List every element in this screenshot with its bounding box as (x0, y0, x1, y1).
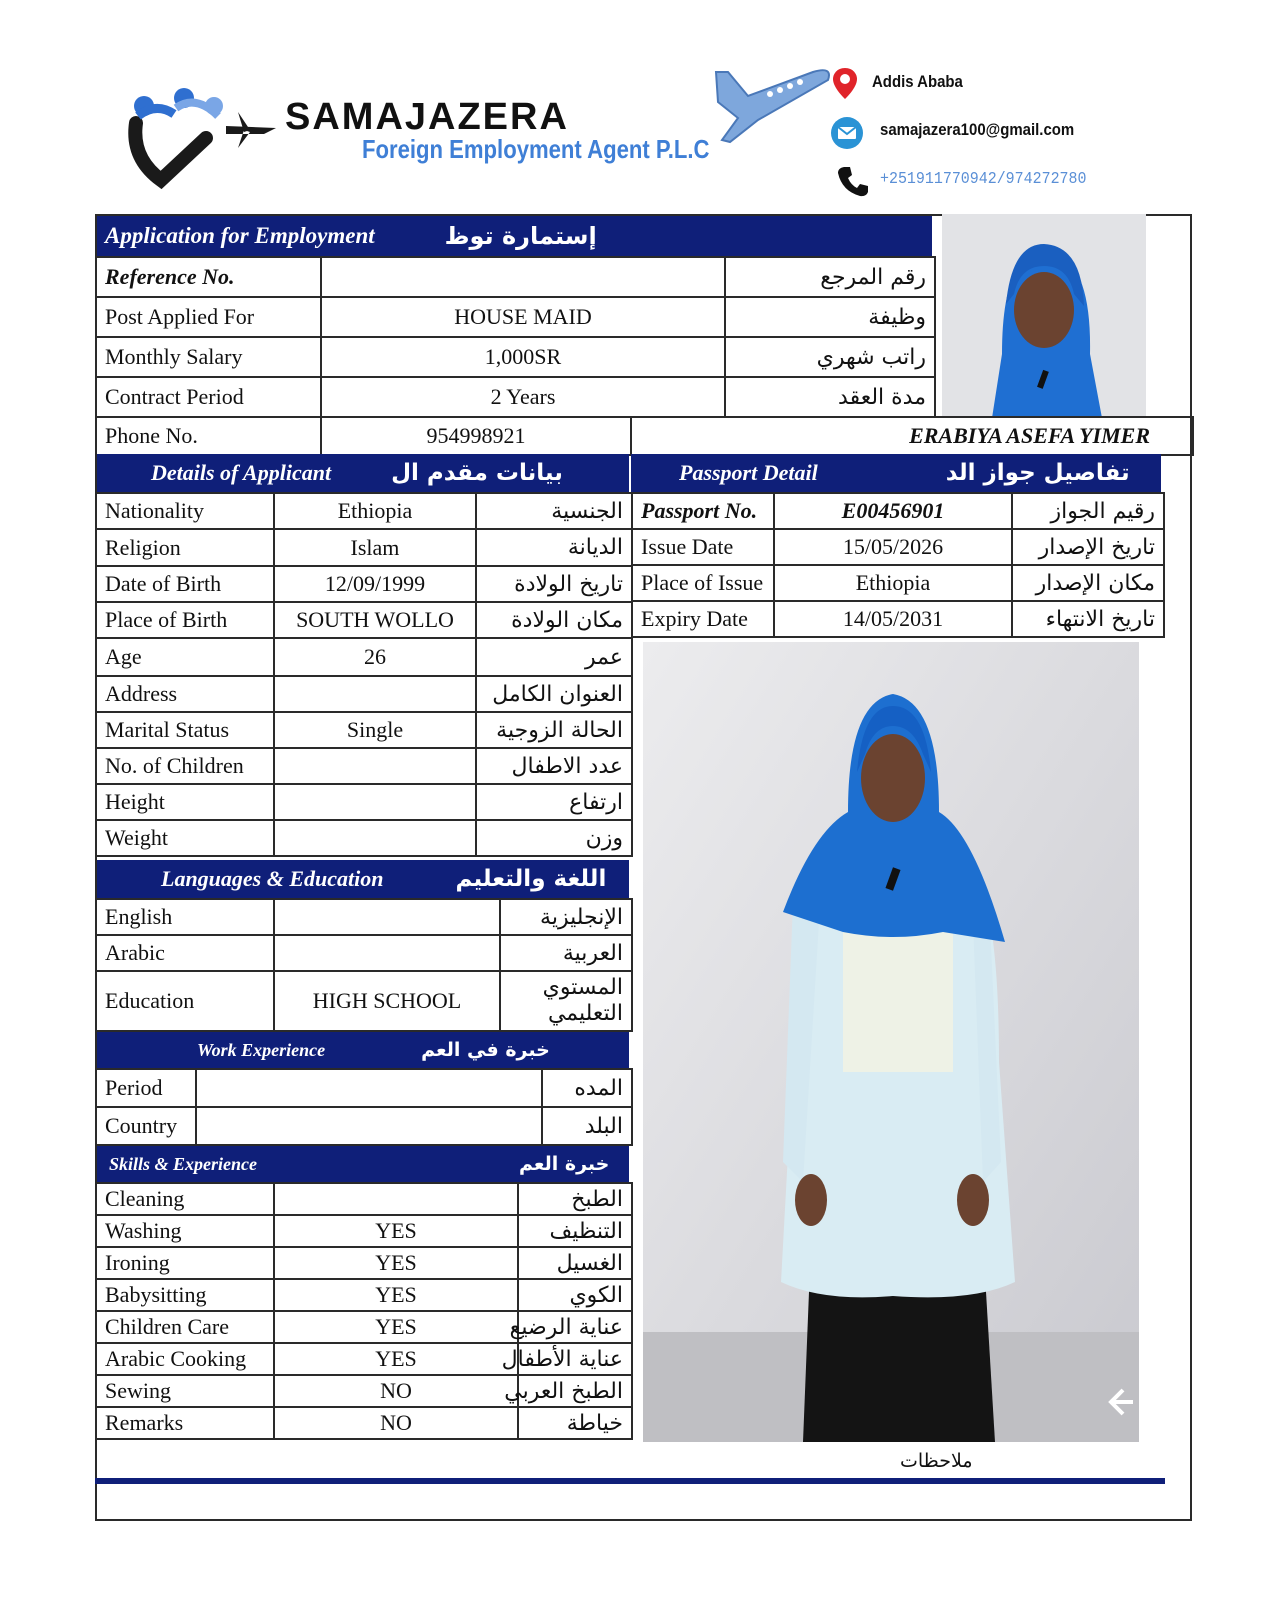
details-label: Religion (96, 529, 274, 566)
details-label: Nationality (96, 493, 274, 529)
contract-value: 2 Years (321, 377, 725, 417)
table-row (96, 748, 632, 784)
table-row (632, 529, 1164, 565)
table-row (96, 1343, 632, 1375)
phone-table (95, 416, 1194, 456)
table-row (96, 337, 935, 377)
table-row (96, 566, 632, 602)
english-label-ar: الإنجليزية (500, 899, 632, 935)
skills-title-ar: خبرة العم (519, 1153, 610, 1175)
passport-title-ar: تفاصيل جواز الد (945, 460, 1130, 486)
applicant-name: ERABIYA ASEFA YIMER (631, 417, 1193, 455)
skills-label: Children Care (96, 1311, 274, 1343)
issue-date-value: 15/05/2026 (774, 529, 1012, 565)
details-value: 12/09/1999 (274, 566, 476, 602)
details-label: No. of Children (96, 748, 274, 784)
details-label: Address (96, 676, 274, 712)
skills-label: Sewing (96, 1375, 274, 1407)
details-label: Height (96, 784, 274, 820)
table-row (96, 377, 935, 417)
details-ar: العنوان الكامل (476, 676, 632, 712)
skills-label: Babysitting (96, 1279, 274, 1311)
table-row (96, 1215, 632, 1247)
table-row (96, 257, 935, 297)
details-ar: عدد الاطفال (476, 748, 632, 784)
passport-no-label-ar: رقيم الجواز (1012, 493, 1164, 529)
company-phone: +251911770942/974272780 (880, 170, 1087, 189)
skills-label: Remarks (96, 1407, 274, 1439)
period-label: Period (96, 1069, 196, 1107)
company-logo (126, 88, 276, 188)
details-value (274, 676, 476, 712)
work-header (97, 1032, 629, 1068)
place-of-issue-value: Ethiopia (774, 565, 1012, 601)
english-value (274, 899, 500, 935)
details-title-en: Details of Applicant (151, 460, 332, 485)
table-row (96, 297, 935, 337)
skills-ar: الكوي (518, 1279, 632, 1311)
location-pin-icon (828, 66, 862, 100)
details-label: Age (96, 638, 274, 676)
applicant-portrait-photo (942, 214, 1146, 418)
salary-label-ar: راتب شهري (725, 337, 935, 377)
skills-value (274, 1183, 518, 1215)
table-row (96, 971, 632, 1031)
skills-ar: عناية الرضيع (518, 1311, 632, 1343)
reference-label-ar: رقم المرجع (725, 257, 935, 297)
details-label: Weight (96, 820, 274, 856)
contract-label-ar: مدة العقد (725, 377, 935, 417)
skills-value: NO (274, 1375, 518, 1407)
table-row (96, 1247, 632, 1279)
passport-title-en: Passport Detail (679, 460, 818, 485)
application-header (97, 216, 932, 256)
table-row (632, 565, 1164, 601)
english-label: English (96, 899, 274, 935)
contract-label: Contract Period (96, 377, 321, 417)
languages-table (95, 898, 633, 1032)
details-value: Ethiopia (274, 493, 476, 529)
passport-no-label: Passport No. (632, 493, 774, 529)
period-value (196, 1069, 542, 1107)
issue-date-label-ar: تاريخ الإصدار (1012, 529, 1164, 565)
details-ar: ارتفاع (476, 784, 632, 820)
skills-ar: الطبخ العربي (518, 1375, 632, 1407)
salary-label: Monthly Salary (96, 337, 321, 377)
table-row (96, 602, 632, 638)
place-of-issue-label: Place of Issue (632, 565, 774, 601)
airplane-icon (708, 62, 838, 152)
post-value: HOUSE MAID (321, 297, 725, 337)
languages-title-ar: اللغة والتعليم (455, 866, 607, 892)
table-row (96, 417, 1193, 455)
email-icon (830, 116, 864, 150)
languages-title-en: Languages & Education (161, 866, 384, 891)
company-email: samajazera100@gmail.com (880, 120, 1075, 139)
details-value: SOUTH WOLLO (274, 602, 476, 638)
expiry-date-label: Expiry Date (632, 601, 774, 637)
skills-label: Washing (96, 1215, 274, 1247)
skills-label: Cleaning (96, 1183, 274, 1215)
company-location: Addis Ababa (872, 72, 963, 91)
details-title-ar: بيانات مقدم ال (391, 460, 563, 486)
expiry-date-label-ar: تاريخ الانتهاء (1012, 601, 1164, 637)
table-row (96, 1183, 632, 1215)
phone-value: 954998921 (321, 417, 631, 455)
salary-value: 1,000SR (321, 337, 725, 377)
phone-label: Phone No. (96, 417, 321, 455)
post-label: Post Applied For (96, 297, 321, 337)
education-label-ar: المستوي التعليمي (500, 971, 632, 1031)
place-of-issue-label-ar: مكان الإصدار (1012, 565, 1164, 601)
details-ar: عمر (476, 638, 632, 676)
skills-table (95, 1182, 633, 1440)
skills-value: NO (274, 1407, 518, 1439)
remarks-label-ar: ملاحظات (900, 1450, 973, 1472)
arabic-label-ar: العربية (500, 935, 632, 971)
details-value (274, 784, 476, 820)
table-row (96, 1279, 632, 1311)
reference-value (321, 257, 725, 297)
details-ar: وزن (476, 820, 632, 856)
skills-value: YES (274, 1279, 518, 1311)
table-row (632, 601, 1164, 637)
reference-label: Reference No. (96, 257, 321, 297)
skills-label: Ironing (96, 1247, 274, 1279)
country-label: Country (96, 1107, 196, 1145)
table-row (96, 1311, 632, 1343)
table-row (96, 935, 632, 971)
application-table (95, 256, 936, 418)
table-row (96, 1069, 632, 1107)
details-ar: تاريخ الولادة (476, 566, 632, 602)
company-subtitle: Foreign Employment Agent P.L.C (362, 134, 710, 164)
details-table (95, 492, 633, 857)
skills-ar: التنظيف (518, 1215, 632, 1247)
skills-title-en: Skills & Experience (109, 1153, 257, 1174)
country-label-ar: البلد (542, 1107, 632, 1145)
skills-ar: عناية الأطفال (518, 1343, 632, 1375)
table-row (96, 899, 632, 935)
passport-no-value: E00456901 (774, 493, 1012, 529)
table-row (96, 493, 632, 529)
table-row (96, 1375, 632, 1407)
country-value (196, 1107, 542, 1145)
phone-icon (836, 164, 870, 198)
table-row (96, 1107, 632, 1145)
arabic-value (274, 935, 500, 971)
details-value (274, 820, 476, 856)
application-title-en: Application for Employment (105, 223, 375, 248)
passport-table (631, 492, 1165, 638)
details-value: Single (274, 712, 476, 748)
issue-date-label: Issue Date (632, 529, 774, 565)
languages-header (97, 860, 629, 898)
details-label: Marital Status (96, 712, 274, 748)
table-row (96, 820, 632, 856)
skills-ar: الطبخ (518, 1183, 632, 1215)
period-label-ar: المده (542, 1069, 632, 1107)
table-row (96, 712, 632, 748)
details-label: Date of Birth (96, 566, 274, 602)
skills-header (97, 1146, 629, 1182)
table-row (96, 529, 632, 566)
expiry-date-value: 14/05/2031 (774, 601, 1012, 637)
table-row (96, 1407, 632, 1439)
details-ar: الحالة الزوجية (476, 712, 632, 748)
table-row (96, 638, 632, 676)
work-table (95, 1068, 633, 1146)
work-title-en: Work Experience (197, 1039, 326, 1060)
skills-value: YES (274, 1247, 518, 1279)
details-ar: مكان الولادة (476, 602, 632, 638)
footer-bar (95, 1478, 1165, 1484)
details-ar: الديانة (476, 529, 632, 566)
details-value (274, 748, 476, 784)
skills-ar: خياطة (518, 1407, 632, 1439)
applicant-full-photo (643, 642, 1139, 1442)
post-label-ar: وظيفة (725, 297, 935, 337)
education-label: Education (96, 971, 274, 1031)
details-label: Place of Birth (96, 602, 274, 638)
work-title-ar: خبرة في العم (421, 1039, 550, 1061)
skills-ar: الغسيل (518, 1247, 632, 1279)
table-row (96, 784, 632, 820)
details-header (97, 454, 629, 492)
skills-value: YES (274, 1311, 518, 1343)
passport-header (631, 454, 1161, 492)
company-name: SAMAJAZERA (285, 96, 569, 138)
details-value: 26 (274, 638, 476, 676)
skills-value: YES (274, 1215, 518, 1247)
details-ar: الجنسية (476, 493, 632, 529)
skills-value: YES (274, 1343, 518, 1375)
skills-label: Arabic Cooking (96, 1343, 274, 1375)
table-row (96, 676, 632, 712)
table-row (632, 493, 1164, 529)
arabic-label: Arabic (96, 935, 274, 971)
application-title-ar: إستمارة توظ (444, 222, 597, 250)
education-value: HIGH SCHOOL (274, 971, 500, 1031)
details-value: Islam (274, 529, 476, 566)
